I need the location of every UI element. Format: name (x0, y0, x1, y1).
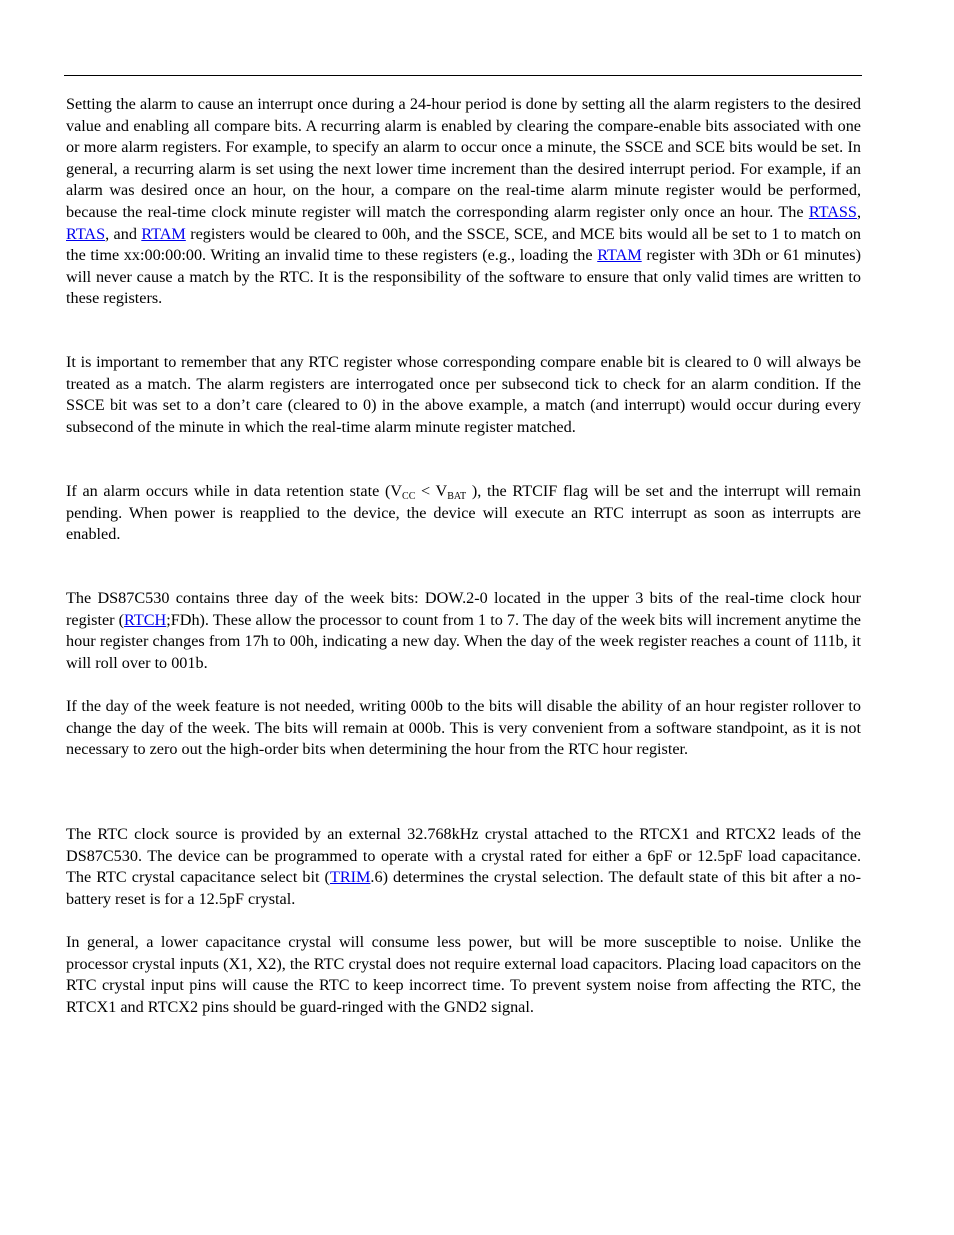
text-run: The DS87C530 contains three day of the week bits: DOW.2-0 located in the upper 3 bits of the real-time clock hour register ( (66, 589, 861, 629)
link-trim[interactable]: TRIM (329, 868, 371, 887)
paragraph-recurring-alarm (66, 94, 861, 310)
text-run: < V (415, 482, 448, 500)
text-run: ;FDh). These allow the processor to count from 1 to 7. The day of the week bits will increment anytime the hour register changes from 17h to 00h, indicating a new day. When the day of the week register reaches a count of 111b, it will roll over to 001b. (66, 610, 861, 672)
paragraph-crystal-capacitance: In general, a lower capacitance crystal will consume less power, but will be more susceptible to noise. Unlike the processor crystal inputs (X1, X2), the RTC crystal does not require external load capacitors. Placing load capacitors on the RTC crystal input pins will cause the RTC to keep incorrect time. To prevent system noise from affecting the RTC, the RTCX1 and RTCX2 pins should be guard-ringed with the GND2 signal. (66, 933, 861, 1016)
text-run: registers would be cleared to 00h, and the SSCE, SCE, and MCE bits would all be set to 1 to match on the time xx:00:00:00. Writing an invalid time to these registers (e.g., loading the (66, 224, 862, 265)
text-run: register with 3Dh or 61 minutes) will never cause a match by the RTC. It is the responsibility of the software to ensure that only valid times are written to these registers. (66, 246, 861, 308)
link-rtch[interactable]: RTCH (124, 610, 167, 629)
paragraph-clock-source (66, 824, 861, 910)
paragraph-day-of-week (66, 588, 861, 674)
subscript-bat: BAT (447, 491, 467, 502)
link-rtas[interactable]: RTAS (66, 224, 106, 243)
text-run: .6) determines the crystal selection. The default state of this bit after a no-battery reset is for a 12.5pF crystal. (66, 868, 862, 908)
link-rtam-2[interactable]: RTAM (597, 246, 642, 265)
text-run: ), the RTCIF flag will be set and the interrupt will remain pending. When power is reapplied to the device, the device will execute an RTC interrupt as soon as interrupts are enabled. (66, 482, 862, 544)
text-run: If an alarm occurs while in data retention state (V (66, 482, 403, 500)
paragraph-day-of-week-disable: If the day of the week feature is not needed, writing 000b to the bits will disable the ability of an hour register rollover to change the day of the week. The bits will remain at 000b. This is very convenient from a software standpoint, as it is not necessary to zero out the high-order bits when determining the hour from the RTC hour register. (66, 697, 861, 759)
text-run: , and (105, 224, 142, 243)
text-run: , (856, 202, 861, 221)
link-rtass[interactable]: RTASS (808, 202, 857, 221)
paragraph-compare-enable: It is important to remember that any RTC register whose corresponding compare enable bit is cleared to 0 will always be treated as a match. The alarm registers are interrogated once per subsecond tick to check for an alarm condition. If the SSCE bit was set to a don’t care (cleared to 0) in the above example, a match (and interrupt) would occur during every subsecond of the minute in which the real-time alarm minute register matched. (66, 353, 861, 436)
link-rtam[interactable]: RTAM (141, 224, 186, 243)
text-run: The RTC clock source is provided by an external 32.768kHz crystal attached to the RTCX1 and RTCX2 leads of the DS87C530. The device can be programmed to operate with a crystal rated for either a 6pF or 12.5pF load capacitance. The RTC crystal capacitance select bit ( (66, 825, 861, 887)
header-rule (64, 75, 862, 76)
paragraph-data-retention (66, 481, 861, 546)
subscript-cc: CC (402, 491, 416, 502)
text-run: Setting the alarm to cause an interrupt once during a 24-hour period is done by setting all the alarm registers to the desired value and enabling all compare bits. A recurring alarm is enabled by clearing the compare-enable bits associated with one or more alarm registers. For example, to specify an alarm to occur once a minute, the SSCE and SCE bits would be set. In general, a recurring alarm is set using the next lower time increment than the desired interrupt period. For example, if an alarm was desired once an hour, on the hour, a compare on the real-time alarm minute register would be performed, because the real-time clock minute register will match the corresponding alarm register only once an hour. The (66, 95, 861, 221)
